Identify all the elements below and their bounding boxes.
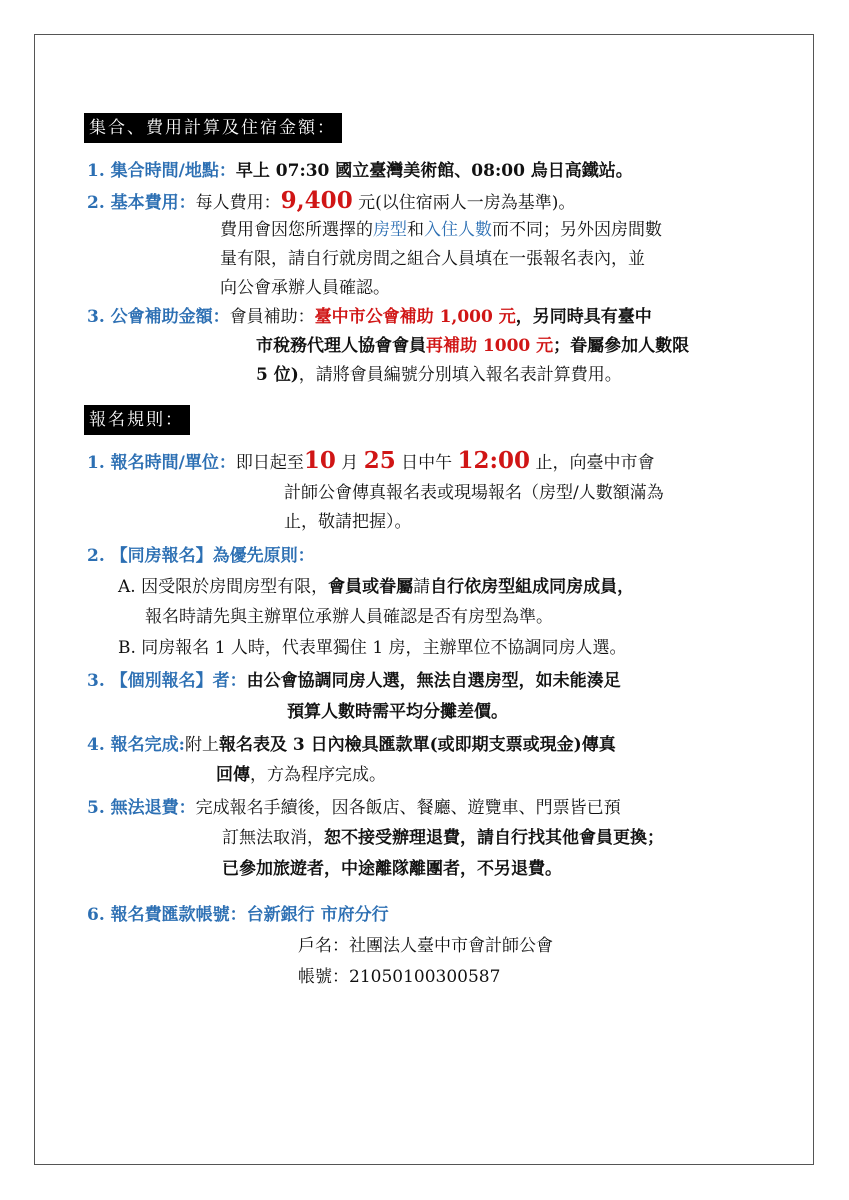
- rule-text: 請: [413, 577, 431, 597]
- fee-amount: 9,400: [280, 187, 353, 214]
- rule-text: 附上: [184, 735, 219, 755]
- rule-no-refund: [87, 797, 621, 819]
- subsidy-line: [256, 335, 689, 357]
- fee-note-text: 和: [407, 220, 424, 240]
- item-text: 元(以住宿兩人一房為基準)。: [352, 193, 576, 213]
- rule-line: B. 同房報名 1 人時，代表單獨住 1 房，主辦單位不協調同房人選。: [118, 638, 627, 658]
- rule-text: 已參加旅遊者，中途離隊離團者，不另退費。: [222, 859, 562, 879]
- deadline-time: 12:00: [457, 447, 531, 474]
- fee-note-text: 而不同；另外因房間數: [492, 220, 662, 240]
- rule-line: 計師公會傳真報名表或現場報名（房型/人數額滿為: [284, 483, 664, 503]
- subsidy-text: 5 位): [256, 365, 299, 385]
- item-label: 1. 集合時間/地點：: [87, 161, 236, 181]
- rule-shared-room: [87, 545, 315, 567]
- item-label: 3. 公會補助金額：: [87, 307, 230, 327]
- rule-text: 即日起至: [235, 453, 304, 473]
- subsidy-text: 市稅務代理人協會會員: [256, 336, 426, 356]
- account-name: 戶名：社團法人臺中市會計師公會: [298, 936, 553, 956]
- deadline-month: 10: [303, 447, 336, 474]
- room-type-highlight: 房型: [373, 220, 407, 240]
- deadline-day: 25: [363, 447, 396, 474]
- rule-text: 訂無法取消，: [222, 828, 324, 848]
- section-heading-rules: 報名規則：: [84, 405, 190, 435]
- item-subsidy: [87, 306, 652, 328]
- rule-line: [222, 827, 664, 849]
- item-text: 每人費用：: [195, 193, 281, 213]
- rule-label: 2. 【同房報名】為優先原則：: [87, 546, 315, 566]
- rule-text: A. 因受限於房間房型有限，: [118, 577, 329, 597]
- rule-label: 6. 報名費匯款帳號：台新銀行 市府分行: [87, 905, 389, 925]
- rule-text: 回傳: [216, 765, 250, 785]
- rule-text: 自行依房型組成同房成員，: [430, 577, 635, 597]
- rule-text: 日中午: [395, 453, 458, 473]
- item-text: ，另同時具有臺中: [515, 307, 652, 327]
- item-basic-fee: [87, 187, 576, 214]
- section-heading-gathering: 集合、費用計算及住宿金額：: [84, 113, 342, 143]
- rule-text: 由公會協調同房人選，無法自選房型，如未能湊足: [246, 671, 621, 691]
- rule-text: 月: [335, 453, 364, 473]
- rule-individual: [87, 670, 621, 692]
- subsidy-text: ，請將會員編號分別填入報名表計算費用。: [298, 365, 622, 385]
- item-text: 會員補助：: [229, 307, 315, 327]
- fee-note-text: 費用會因您所選擇的: [220, 220, 373, 240]
- rule-line: 報名時請先與主辦單位承辦人員確認是否有房型為準。: [145, 607, 553, 627]
- subsidy-amount: 臺中市公會補助 1,000 元: [314, 307, 516, 327]
- rule-text: 預算人數時需平均分攤差價。: [287, 702, 508, 722]
- rule-registration-time: [87, 447, 655, 474]
- occupants-highlight: 入住人數: [424, 220, 492, 240]
- subsidy-text: ；眷屬參加人數限: [553, 336, 690, 356]
- rule-label: 5. 無法退費：: [87, 798, 196, 818]
- rule-text: 完成報名手續後，因各飯店、餐廳、遊覽車、門票皆已預: [195, 798, 621, 818]
- fee-note-line: 量有限，請自行就房間之組合人員填在一張報名表內，並: [220, 249, 645, 269]
- item-text: 早上 07:30 國立臺灣美術館、08:00 烏日高鐵站。: [235, 161, 633, 181]
- item-label: 2. 基本費用：: [87, 193, 196, 213]
- rule-text: 恕不接受辦理退費，請自行找其他會員更換；: [324, 828, 664, 848]
- rule-text: 止，向臺中市會: [530, 453, 655, 473]
- rule-line: 止，敬請把握）。: [284, 512, 412, 532]
- extra-subsidy-amount: 再補助 1000 元: [426, 336, 554, 356]
- rule-text: ，方為程序完成。: [250, 765, 386, 785]
- rule-line: [287, 701, 508, 723]
- rule-line: [216, 764, 386, 786]
- subsidy-line: [256, 364, 622, 386]
- rule-completion: [87, 734, 616, 756]
- account-number: 帳號：21050100300587: [298, 967, 501, 987]
- rule-label: 4. 報名完成:: [87, 735, 185, 755]
- fee-note-line: 向公會承辦人員確認。: [220, 278, 390, 298]
- rule-label: 1. 報名時間/單位：: [87, 453, 236, 473]
- rule-line: [118, 576, 634, 598]
- item-gathering-time: [87, 160, 633, 182]
- rule-bank-account: [87, 904, 389, 926]
- rule-line: [222, 858, 562, 880]
- fee-note-line: [220, 219, 662, 241]
- rule-text: 報名表及 3 日內檢具匯款單(或即期支票或現金)傳真: [218, 735, 616, 755]
- rule-text: 會員或眷屬: [328, 577, 414, 597]
- rule-label: 3. 【個別報名】者：: [87, 671, 247, 691]
